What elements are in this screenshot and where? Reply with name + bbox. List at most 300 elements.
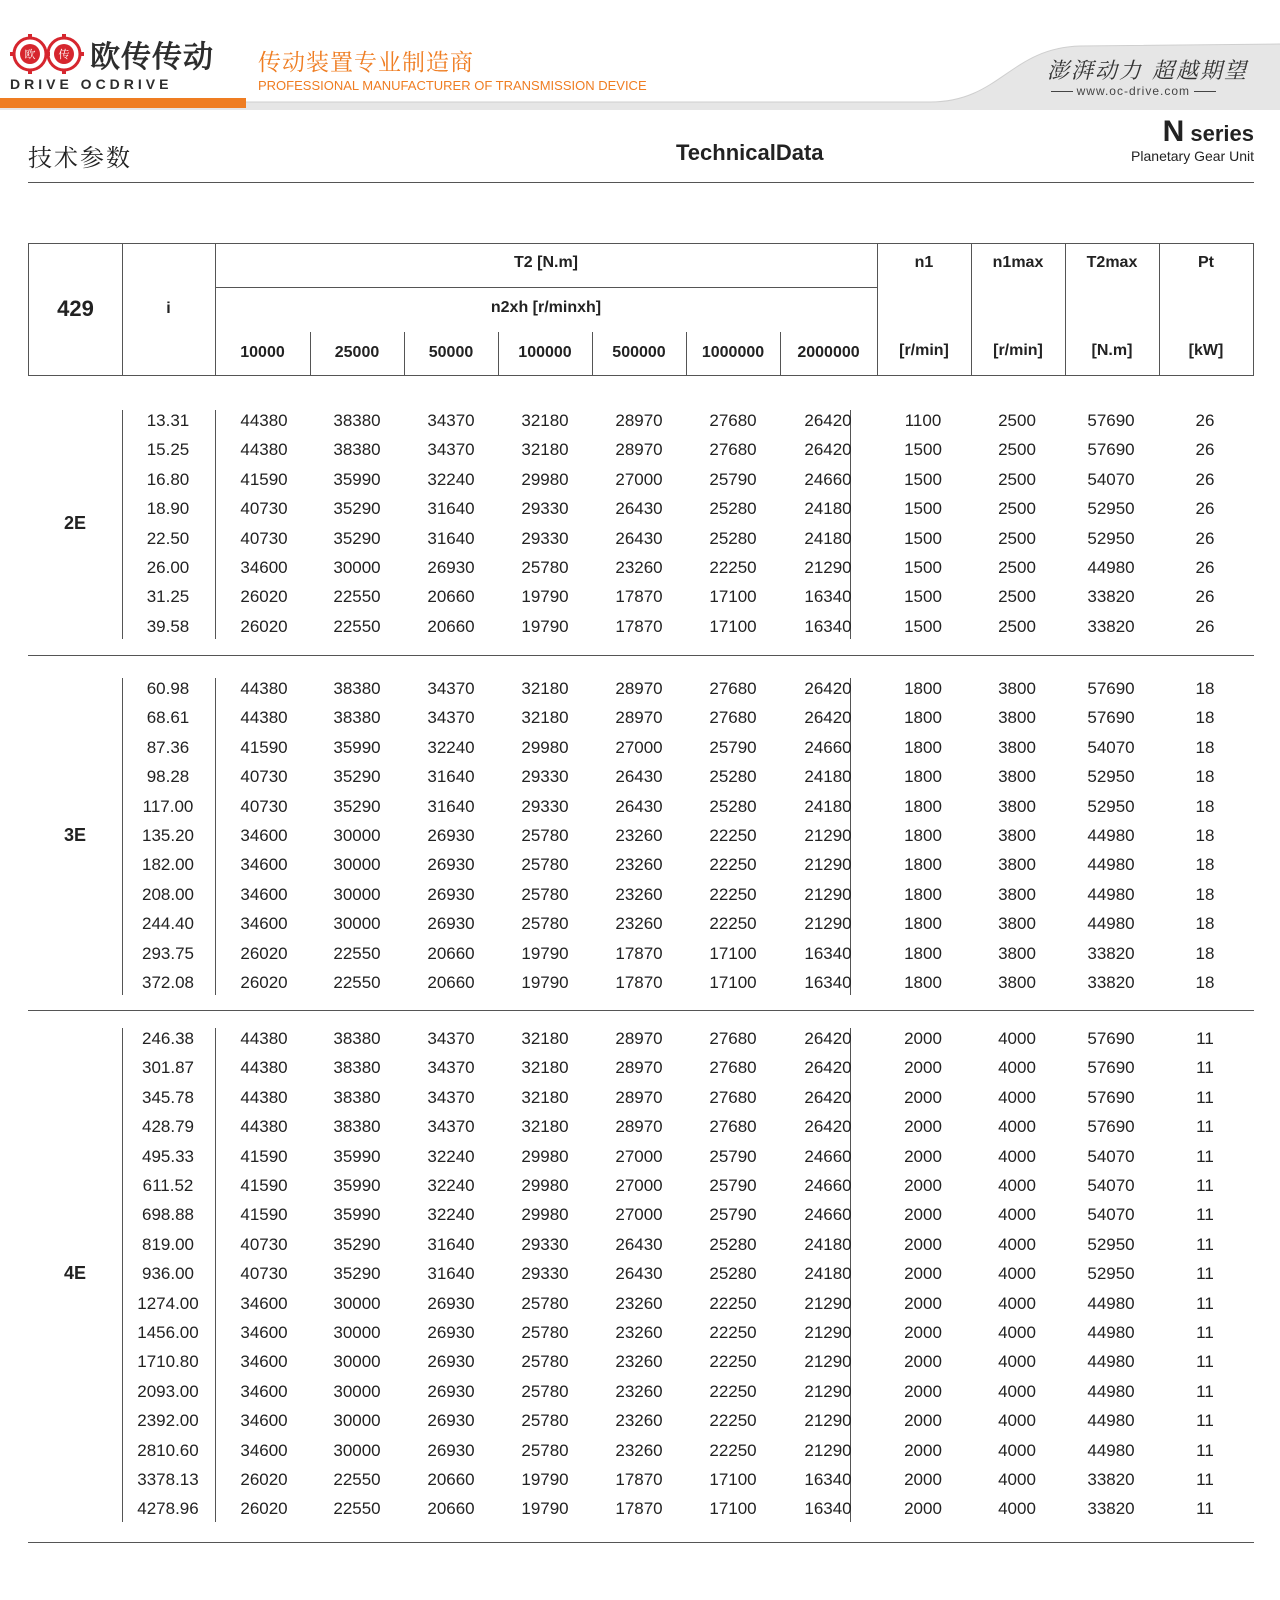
t2max-cell: 57690 xyxy=(1087,1029,1135,1048)
torque-500000h: 28970 xyxy=(615,411,663,430)
torque-100000h: 29980 xyxy=(521,1176,569,1195)
torque-500000h: 17870 xyxy=(615,973,663,992)
model-number: 429 xyxy=(57,296,94,321)
table-row xyxy=(0,1259,1280,1288)
torque-50000h: 20660 xyxy=(427,943,475,963)
t2max-cell: 52950 xyxy=(1087,1264,1135,1284)
table-row xyxy=(0,674,1280,703)
pt-cell: 18 xyxy=(1195,796,1215,816)
n1-cell: 1500 xyxy=(904,469,942,489)
torque-10000h: 41590 xyxy=(240,1176,288,1195)
page-title-english: TechnicalData xyxy=(676,140,824,165)
series-word: series xyxy=(1190,121,1254,146)
torque-2000000h: 26420 xyxy=(804,1117,852,1137)
torque-1000000h: 25790 xyxy=(709,1146,757,1166)
torque-100000h: 25780 xyxy=(521,826,569,845)
table-row xyxy=(0,1053,1280,1082)
n1-cell: 2000 xyxy=(904,1440,942,1460)
pt-cell: 11 xyxy=(1196,1352,1214,1372)
torque-10000h: 40730 xyxy=(240,1264,288,1284)
torque-50000h: 32240 xyxy=(427,1176,475,1195)
ratio-cell: 3378.13 xyxy=(137,1470,199,1489)
table-row xyxy=(0,494,1280,523)
t2max-cell: 44980 xyxy=(1087,1440,1135,1460)
ratio-cell: 1710.80 xyxy=(137,1352,199,1372)
torque-10000h: 44380 xyxy=(240,1029,288,1048)
torque-1000000h: 27680 xyxy=(709,708,757,728)
n1max-cell: 3800 xyxy=(998,767,1036,787)
torque-1000000h: 27680 xyxy=(709,679,757,698)
title-divider xyxy=(28,182,1254,183)
torque-10000h: 44380 xyxy=(240,1117,288,1137)
ratio-cell: 135.20 xyxy=(142,826,194,845)
t2max-cell: 33820 xyxy=(1087,973,1135,992)
ratio-cell: 18.90 xyxy=(146,499,190,519)
torque-25000h: 35990 xyxy=(333,469,381,489)
torque-10000h: 34600 xyxy=(240,826,288,845)
torque-50000h: 32240 xyxy=(427,1146,475,1166)
torque-25000h: 38380 xyxy=(333,411,381,430)
company-motto: 澎湃动力 超越期望 xyxy=(1047,59,1248,84)
n1-cell: 1800 xyxy=(904,973,942,992)
torque-100000h: 32180 xyxy=(521,708,569,728)
torque-10000h: 26020 xyxy=(240,587,288,607)
pt-cell: 18 xyxy=(1195,679,1215,698)
torque-100000h: 25780 xyxy=(521,1411,569,1431)
torque-50000h: 26930 xyxy=(427,1381,475,1401)
n1-cell: 1500 xyxy=(904,499,942,519)
pt-cell: 11 xyxy=(1196,1117,1214,1137)
n1-cell: 2000 xyxy=(904,1323,942,1342)
pt-cell: 26 xyxy=(1195,558,1215,577)
torque-25000h: 35990 xyxy=(333,1146,381,1166)
torque-100000h: 29980 xyxy=(521,1146,569,1166)
torque-50000h: 20660 xyxy=(427,587,475,607)
ratio-cell: 428.79 xyxy=(142,1117,194,1137)
torque-500000h: 28970 xyxy=(615,1117,663,1137)
torque-50000h: 26930 xyxy=(427,1323,475,1342)
n1max-cell: 4000 xyxy=(998,1440,1036,1460)
table-row xyxy=(0,762,1280,791)
torque-50000h: 32240 xyxy=(427,469,475,489)
t2max-cell: 44980 xyxy=(1087,1293,1135,1313)
torque-25000h: 30000 xyxy=(333,855,381,875)
torque-500000h: 23260 xyxy=(615,1352,663,1372)
n1-cell: 2000 xyxy=(904,1470,942,1489)
torque-500000h: 28970 xyxy=(615,440,663,460)
torque-100000h: 25780 xyxy=(521,1352,569,1372)
torque-1000000h: 25280 xyxy=(709,1234,757,1254)
torque-1000000h: 22250 xyxy=(709,884,757,904)
pt-cell: 18 xyxy=(1195,973,1215,992)
torque-2000000h: 24180 xyxy=(804,767,852,787)
table-row xyxy=(0,1436,1280,1465)
torque-25000h: 38380 xyxy=(333,1117,381,1137)
torque-2000000h: 26420 xyxy=(804,440,852,460)
ratio-cell: 26.00 xyxy=(146,558,190,577)
torque-10000h: 41590 xyxy=(240,737,288,757)
torque-500000h: 28970 xyxy=(615,1029,663,1048)
torque-25000h: 38380 xyxy=(333,708,381,728)
torque-2000000h: 26420 xyxy=(804,1087,852,1107)
torque-50000h: 20660 xyxy=(427,1470,475,1489)
n1-cell: 1500 xyxy=(904,558,942,577)
n1max-cell: 4000 xyxy=(998,1323,1036,1342)
torque-1000000h: 25280 xyxy=(709,499,757,519)
torque-25000h: 22550 xyxy=(333,1470,381,1489)
unit-label: [r/min] xyxy=(899,342,949,359)
n1-cell: 1800 xyxy=(904,855,942,875)
torque-10000h: 40730 xyxy=(240,767,288,787)
torque-2000000h: 21290 xyxy=(804,826,852,845)
pt-cell: 11 xyxy=(1196,1470,1214,1489)
ratio-cell: 2810.60 xyxy=(137,1440,199,1460)
torque-25000h: 30000 xyxy=(333,1381,381,1401)
torque-50000h: 26930 xyxy=(427,884,475,904)
torque-100000h: 32180 xyxy=(521,1058,569,1078)
torque-50000h: 32240 xyxy=(427,737,475,757)
torque-10000h: 41590 xyxy=(240,1146,288,1166)
table-row xyxy=(0,1171,1280,1200)
torque-1000000h: 22250 xyxy=(709,855,757,875)
pt-cell: 11 xyxy=(1196,1029,1214,1048)
table-row xyxy=(0,1200,1280,1229)
torque-500000h: 17870 xyxy=(615,1499,663,1519)
torque-10000h: 40730 xyxy=(240,1234,288,1254)
torque-2000000h: 24660 xyxy=(804,1146,852,1166)
torque-100000h: 29980 xyxy=(521,1205,569,1225)
logo-chinese-name: 欧传传动 xyxy=(90,41,214,74)
torque-100000h: 25780 xyxy=(521,1381,569,1401)
n1-cell: 1500 xyxy=(904,616,942,636)
n1max-cell: 3800 xyxy=(998,914,1036,934)
torque-25000h: 35990 xyxy=(333,1205,381,1225)
t2max-cell: 44980 xyxy=(1087,1352,1135,1372)
ratio-cell: 936.00 xyxy=(142,1264,194,1284)
torque-10000h: 34600 xyxy=(240,1293,288,1313)
n1-cell: 1800 xyxy=(904,826,942,845)
torque-50000h: 20660 xyxy=(427,1499,475,1519)
table-row xyxy=(0,703,1280,732)
stage-group-label: 2E xyxy=(63,512,87,533)
torque-500000h: 28970 xyxy=(615,708,663,728)
torque-1000000h: 22250 xyxy=(709,1440,757,1460)
torque-1000000h: 22250 xyxy=(709,914,757,934)
unit-label: [r/min] xyxy=(993,342,1043,359)
table-row xyxy=(0,524,1280,553)
torque-500000h: 17870 xyxy=(615,943,663,963)
torque-10000h: 41590 xyxy=(240,469,288,489)
torque-10000h: 44380 xyxy=(240,1087,288,1107)
torque-100000h: 25780 xyxy=(521,1440,569,1460)
torque-50000h: 32240 xyxy=(427,1205,475,1225)
pt-cell: 11 xyxy=(1196,1499,1214,1519)
torque-100000h: 25780 xyxy=(521,914,569,934)
t2max-cell: 52950 xyxy=(1087,1234,1135,1254)
ratio-cell: 1274.00 xyxy=(137,1293,199,1313)
torque-1000000h: 17100 xyxy=(709,587,757,607)
torque-50000h: 31640 xyxy=(427,796,475,816)
t2max-cell: 33820 xyxy=(1087,943,1135,963)
torque-25000h: 22550 xyxy=(333,943,381,963)
t2max-cell: 57690 xyxy=(1087,708,1135,728)
table-row xyxy=(0,1465,1280,1494)
torque-2000000h: 24180 xyxy=(804,1234,852,1254)
torque-25000h: 35990 xyxy=(333,737,381,757)
torque-50000h: 31640 xyxy=(427,528,475,548)
torque-10000h: 44380 xyxy=(240,1058,288,1078)
torque-25000h: 30000 xyxy=(333,914,381,934)
n1max-cell: 4000 xyxy=(998,1470,1036,1489)
pt-cell: 18 xyxy=(1195,767,1215,787)
torque-10000h: 34600 xyxy=(240,1440,288,1460)
torque-2000000h: 26420 xyxy=(804,411,852,430)
torque-500000h: 27000 xyxy=(615,1176,663,1195)
torque-1000000h: 25790 xyxy=(709,1176,757,1195)
ratio-cell: 1456.00 xyxy=(137,1323,199,1342)
n1-cell: 1800 xyxy=(904,796,942,816)
logo-english-name: DRIVE OCDRIVE xyxy=(10,76,173,92)
torque-50000h: 31640 xyxy=(427,1234,475,1254)
stage-group-label: 4E xyxy=(63,1262,87,1283)
n1max-cell: 3800 xyxy=(998,884,1036,904)
torque-100000h: 29330 xyxy=(521,1234,569,1254)
table-row xyxy=(0,850,1280,879)
torque-100000h: 19790 xyxy=(521,1470,569,1489)
t2max-cell: 44980 xyxy=(1087,884,1135,904)
torque-2000000h: 16340 xyxy=(804,616,852,636)
torque-10000h: 44380 xyxy=(240,440,288,460)
group-separator xyxy=(28,1010,1254,1011)
t2max-cell: 44980 xyxy=(1087,855,1135,875)
torque-500000h: 23260 xyxy=(615,884,663,904)
torque-1000000h: 27680 xyxy=(709,411,757,430)
hours-header: 500000 xyxy=(612,344,666,361)
table-row xyxy=(0,1494,1280,1523)
ratio-cell: 698.88 xyxy=(142,1205,194,1225)
n1max-cell: 2500 xyxy=(998,558,1036,577)
ratio-cell: 819.00 xyxy=(142,1234,194,1254)
website-url[interactable]: www.oc-drive.com xyxy=(1047,84,1220,98)
torque-100000h: 32180 xyxy=(521,1117,569,1137)
n1-cell: 2000 xyxy=(904,1499,942,1519)
n1max-cell: 3800 xyxy=(998,737,1036,757)
n1max-cell: 3800 xyxy=(998,826,1036,845)
t2max-cell: 52950 xyxy=(1087,796,1135,816)
logo-mark-char: 传 xyxy=(58,48,70,61)
n1-cell: 2000 xyxy=(904,1381,942,1401)
n1max-cell: 2500 xyxy=(998,440,1036,460)
n1max-cell: 4000 xyxy=(998,1146,1036,1166)
torque-25000h: 35290 xyxy=(333,1264,381,1284)
torque-50000h: 34370 xyxy=(427,440,475,460)
ratio-cell: 372.08 xyxy=(142,973,194,992)
torque-100000h: 29330 xyxy=(521,796,569,816)
torque-25000h: 30000 xyxy=(333,1352,381,1372)
t2max-cell: 33820 xyxy=(1087,1499,1135,1519)
n1max-cell: 3800 xyxy=(998,943,1036,963)
torque-500000h: 23260 xyxy=(615,1293,663,1313)
table-row xyxy=(0,1347,1280,1376)
t2max-cell: 57690 xyxy=(1087,411,1135,430)
torque-25000h: 35290 xyxy=(333,528,381,548)
t2max-cell: 33820 xyxy=(1087,616,1135,636)
n1max-cell: 4000 xyxy=(998,1293,1036,1313)
ratio-cell: 98.28 xyxy=(146,767,190,787)
hours-header: 100000 xyxy=(518,344,572,361)
ratio-cell: 182.00 xyxy=(142,855,194,875)
t2max-cell: 52950 xyxy=(1087,528,1135,548)
torque-25000h: 35290 xyxy=(333,499,381,519)
torque-1000000h: 27680 xyxy=(709,1029,757,1048)
n1-cell: 2000 xyxy=(904,1117,942,1137)
pt-cell: 26 xyxy=(1195,469,1215,489)
t2max-cell: 44980 xyxy=(1087,558,1135,577)
n1max-cell: 4000 xyxy=(998,1176,1036,1195)
torque-10000h: 34600 xyxy=(240,1381,288,1401)
table-row xyxy=(0,465,1280,494)
torque-100000h: 25780 xyxy=(521,1293,569,1313)
torque-2000000h: 16340 xyxy=(804,943,852,963)
pt-cell: 11 xyxy=(1196,1293,1214,1313)
torque-500000h: 17870 xyxy=(615,1470,663,1489)
n1max-cell: 3800 xyxy=(998,679,1036,698)
torque-1000000h: 27680 xyxy=(709,440,757,460)
t2max-cell: 33820 xyxy=(1087,587,1135,607)
torque-25000h: 35290 xyxy=(333,767,381,787)
ratio-header: i xyxy=(166,300,171,317)
n1-cell: 1800 xyxy=(904,767,942,787)
n1-cell: 2000 xyxy=(904,1176,942,1195)
pt-cell: 18 xyxy=(1195,855,1215,875)
pt-cell: 18 xyxy=(1195,708,1215,728)
torque-100000h: 32180 xyxy=(521,1029,569,1048)
unit-label: [kW] xyxy=(1188,342,1224,359)
t2max-cell: 54070 xyxy=(1087,1205,1135,1225)
n1-cell: 1800 xyxy=(904,708,942,728)
torque-25000h: 35290 xyxy=(333,796,381,816)
ratio-cell: 117.00 xyxy=(142,796,194,816)
table-row xyxy=(0,733,1280,762)
n1-cell: 1800 xyxy=(904,943,942,963)
n1-cell: 1500 xyxy=(904,587,942,607)
table-row xyxy=(0,553,1280,582)
torque-10000h: 40730 xyxy=(240,796,288,816)
torque-50000h: 26930 xyxy=(427,1411,475,1431)
ratio-cell: 16.80 xyxy=(146,469,190,489)
ratio-cell: 31.25 xyxy=(146,587,190,607)
series-label xyxy=(1131,115,1254,164)
torque-25000h: 22550 xyxy=(333,973,381,992)
torque-500000h: 23260 xyxy=(615,1411,663,1431)
torque-10000h: 34600 xyxy=(240,1323,288,1342)
hours-header: 1000000 xyxy=(701,344,765,361)
torque-500000h: 23260 xyxy=(615,558,663,577)
table-row xyxy=(0,435,1280,464)
pt-cell: 18 xyxy=(1195,914,1215,934)
n1max-cell: 3800 xyxy=(998,708,1036,728)
pt-cell: 18 xyxy=(1195,737,1215,757)
ratio-cell: 39.58 xyxy=(146,616,190,636)
torque-2000000h: 24180 xyxy=(804,528,852,548)
torque-2000000h: 16340 xyxy=(804,1499,852,1519)
pt-cell: 11 xyxy=(1196,1176,1214,1195)
torque-100000h: 29980 xyxy=(521,469,569,489)
torque-1000000h: 17100 xyxy=(709,1470,757,1489)
torque-2000000h: 24180 xyxy=(804,796,852,816)
series-letter: N xyxy=(1162,115,1185,148)
logo-mark-char: 欧 xyxy=(24,48,36,61)
n1max-cell: 4000 xyxy=(998,1381,1036,1401)
gear-logo-icon xyxy=(8,32,90,78)
torque-1000000h: 22250 xyxy=(709,1323,757,1342)
torque-25000h: 30000 xyxy=(333,1293,381,1313)
n1max-cell: 4000 xyxy=(998,1264,1036,1284)
torque-100000h: 29330 xyxy=(521,499,569,519)
torque-500000h: 26430 xyxy=(615,499,663,519)
pt-cell: 11 xyxy=(1196,1146,1214,1166)
torque-100000h: 19790 xyxy=(521,943,569,963)
torque-1000000h: 25280 xyxy=(709,796,757,816)
torque-10000h: 34600 xyxy=(240,1411,288,1431)
torque-500000h: 17870 xyxy=(615,587,663,607)
n1-cell: 2000 xyxy=(904,1293,942,1313)
torque-2000000h: 24660 xyxy=(804,1176,852,1195)
group-separator xyxy=(28,1542,1254,1543)
t2max-cell: 54070 xyxy=(1087,737,1135,757)
accent-bar xyxy=(0,98,246,108)
torque-500000h: 27000 xyxy=(615,737,663,757)
torque-10000h: 40730 xyxy=(240,499,288,519)
torque-100000h: 32180 xyxy=(521,440,569,460)
torque-2000000h: 16340 xyxy=(804,973,852,992)
n1-cell: 2000 xyxy=(904,1029,942,1048)
torque-500000h: 23260 xyxy=(615,1440,663,1460)
torque-25000h: 30000 xyxy=(333,1323,381,1342)
torque-25000h: 35290 xyxy=(333,1234,381,1254)
torque-2000000h: 24180 xyxy=(804,1264,852,1284)
pt-cell: 26 xyxy=(1195,440,1215,460)
n1max-cell: 2500 xyxy=(998,469,1036,489)
n1-cell: 1800 xyxy=(904,679,942,698)
torque-25000h: 30000 xyxy=(333,1440,381,1460)
t2-header: T2 [N.m] xyxy=(514,254,578,271)
table-row xyxy=(0,1289,1280,1318)
ratio-cell: 345.78 xyxy=(142,1087,194,1107)
hours-header: 10000 xyxy=(240,344,285,361)
torque-50000h: 34370 xyxy=(427,1058,475,1078)
group-separator xyxy=(28,655,1254,656)
torque-1000000h: 22250 xyxy=(709,1293,757,1313)
torque-2000000h: 26420 xyxy=(804,708,852,728)
n1max-cell: 4000 xyxy=(998,1234,1036,1254)
t2max-cell: 54070 xyxy=(1087,1146,1135,1166)
torque-500000h: 17870 xyxy=(615,616,663,636)
n1max-cell: 4000 xyxy=(998,1411,1036,1431)
torque-100000h: 25780 xyxy=(521,1323,569,1342)
torque-500000h: 27000 xyxy=(615,1205,663,1225)
torque-25000h: 38380 xyxy=(333,679,381,698)
torque-100000h: 29330 xyxy=(521,767,569,787)
torque-500000h: 23260 xyxy=(615,855,663,875)
ratio-cell: 244.40 xyxy=(142,914,194,934)
n1-header: n1 xyxy=(914,254,934,271)
pt-cell: 11 xyxy=(1196,1234,1214,1254)
n1max-cell: 4000 xyxy=(998,1087,1036,1107)
torque-1000000h: 17100 xyxy=(709,973,757,992)
torque-25000h: 22550 xyxy=(333,1499,381,1519)
t2max-cell: 44980 xyxy=(1087,1323,1135,1342)
